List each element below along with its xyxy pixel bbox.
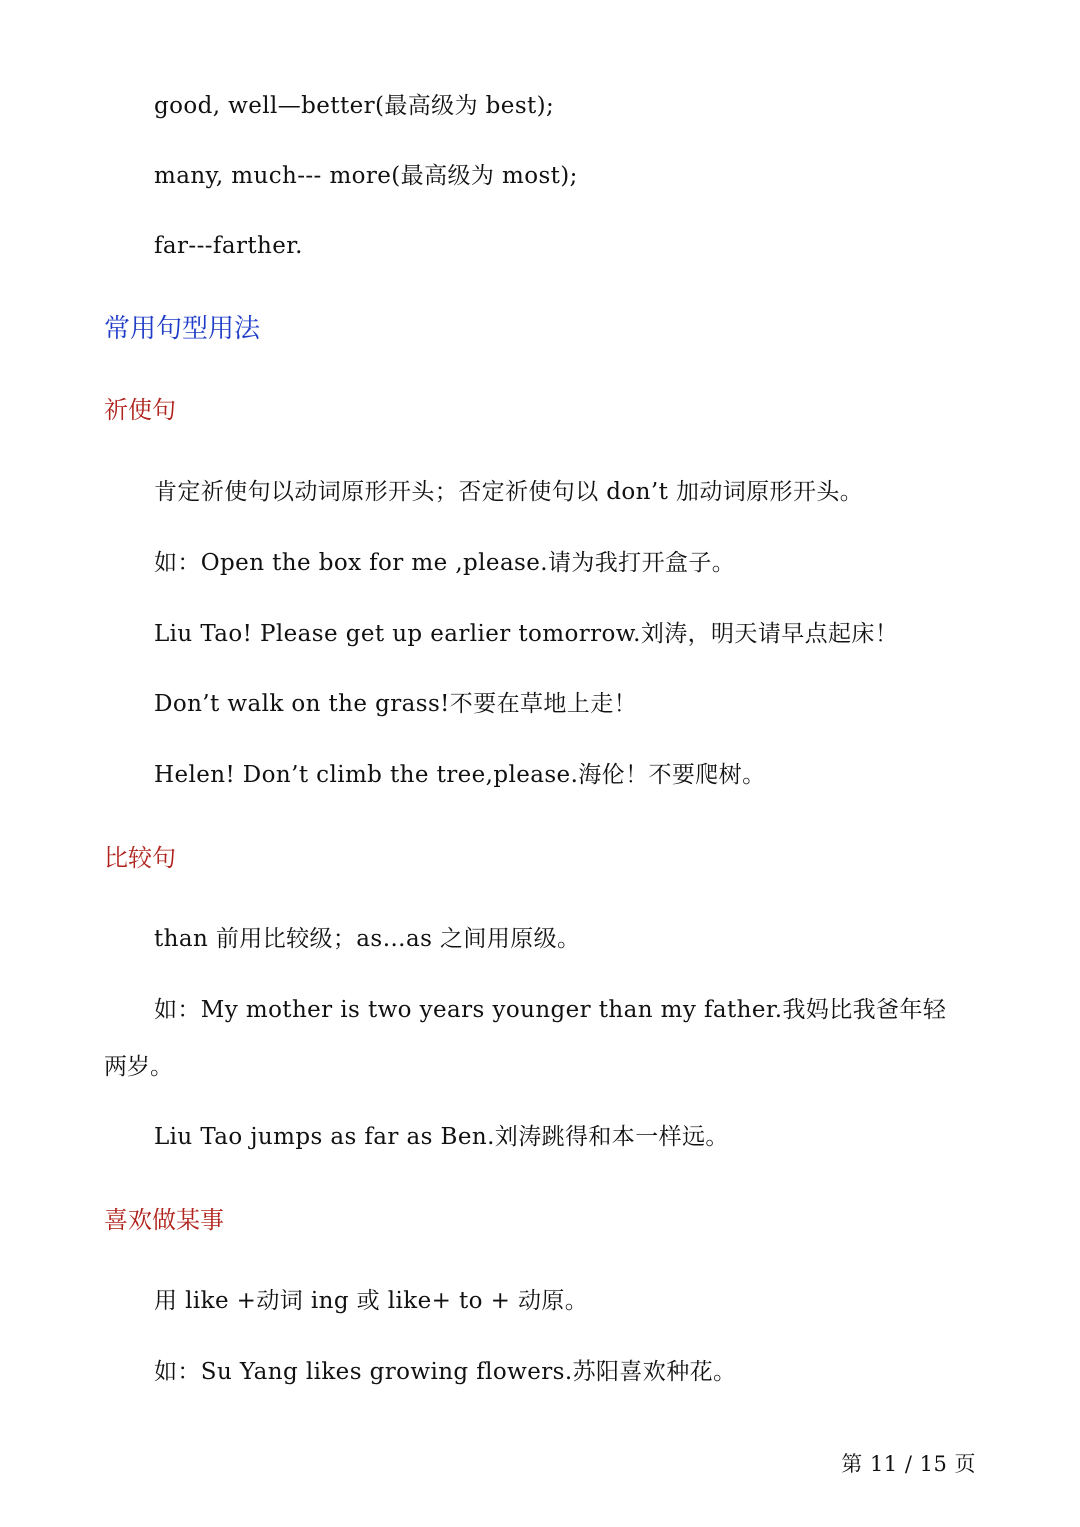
imperative-example-3: Don’t walk on the grass!不要在草地上走！ <box>154 691 637 717</box>
text-line-good-well: good, well—better(最高级为 best); <box>154 93 555 119</box>
comparative-example-2: Liu Tao jumps as far as Ben.刘涛跳得和本一样远。 <box>154 1124 729 1150</box>
section-heading-sentence-patterns: 常用句型用法 <box>104 314 261 344</box>
subheading-imperative: 祈使句 <box>104 396 176 424</box>
likes-rule: 用 like +动词 ing 或 like+ to + 动原。 <box>154 1288 589 1314</box>
likes-example: 如：Su Yang likes growing flowers.苏阳喜欢种花。 <box>154 1359 737 1385</box>
imperative-example-2: Liu Tao! Please get up earlier tomorrow.刘涛，明天请早点起床！ <box>154 621 899 647</box>
text-line-many-much: many, much--- more(最高级为 most); <box>154 163 578 189</box>
subheading-comparative: 比较句 <box>104 844 176 872</box>
text-line-far: far---farther. <box>154 233 303 259</box>
imperative-rule: 肯定祈使句以动词原形开头；否定祈使句以 don’t 加动词原形开头。 <box>154 479 864 505</box>
subheading-likes: 喜欢做某事 <box>104 1206 224 1234</box>
comparative-example-1-continued: 两岁。 <box>104 1054 173 1080</box>
comparative-rule: than 前用比较级；as…as 之间用原级。 <box>154 926 581 952</box>
imperative-example-1: 如：Open the box for me ,please.请为我打开盒子。 <box>154 550 736 576</box>
imperative-example-4: Helen! Don’t climb the tree,please.海伦！不要爬树。 <box>154 762 766 788</box>
comparative-example-1: 如：My mother is two years younger than my father.我妈比我爸年轻 <box>154 997 947 1023</box>
page-number-footer: 第 11 / 15 页 <box>841 1452 976 1476</box>
